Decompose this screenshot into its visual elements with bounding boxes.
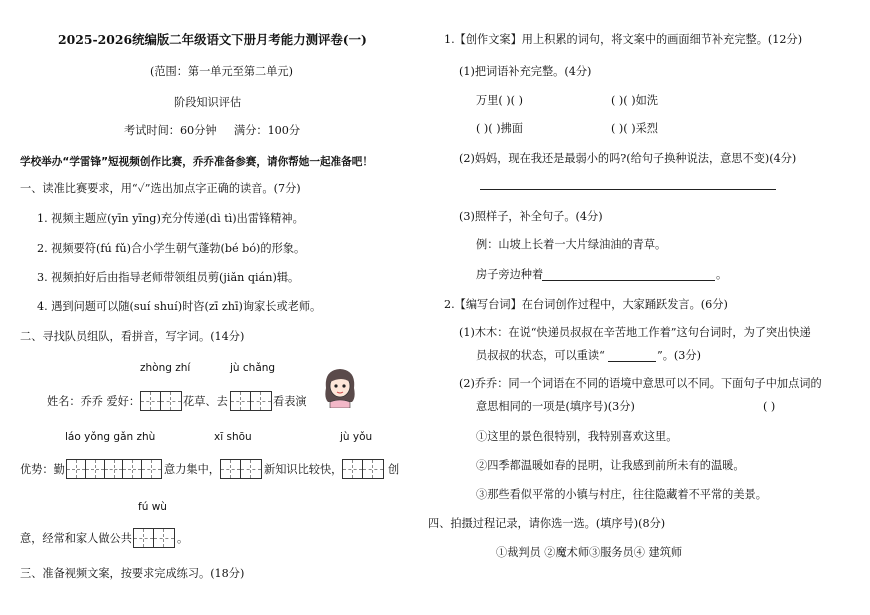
q2-heading: 二、寻找队员组队，看拼音，写字词。(14分) <box>20 330 245 343</box>
char-grid-xishou[interactable] <box>220 459 262 479</box>
exam-scope: (范围：第一单元至第二单元) <box>150 65 293 78</box>
q1-item-3: 3. 视频拍好后由指导老师带领组员剪(jiǎn qián)辑。 <box>37 271 300 284</box>
word-blank-4: ( )( )采烈 <box>611 122 658 135</box>
char-grid-fuwu[interactable] <box>133 528 175 548</box>
s1-part3: (3)照样子，补全句子。(4分) <box>459 210 603 223</box>
exam-subtitle: 阶段知识评估 <box>174 96 242 109</box>
full-score: 满分：100分 <box>234 124 301 137</box>
q1-item-4: 4. 遇到问题可以随(suí shuí)时咨(zī zhī)询家长或老师。 <box>37 300 322 313</box>
s2-part1-line2: 员叔叔的状态，可以重读“ <box>476 349 605 362</box>
q1-item-2: 2. 视频要符(fú fǔ)合小学生朝气蓬勃(bé bó)的形象。 <box>37 242 306 255</box>
q1-heading: 一、读准比赛要求，用“✓”选出加点字正确的读音。(7分) <box>20 182 301 195</box>
pinyin-juchang: jù chǎng <box>230 362 276 374</box>
answer-paren[interactable]: ( ) <box>763 400 776 413</box>
row1-name-hobby: 姓名：乔乔 爱好： <box>47 395 141 408</box>
row3-text-a: 意，经常和家人做公共 <box>20 532 132 545</box>
girl-cartoon-icon <box>318 364 362 408</box>
answer-line-rewrite[interactable] <box>480 189 776 190</box>
row1-text-c: 看表演 <box>273 395 307 408</box>
row2-text-b: 意力集中， <box>164 463 220 476</box>
q4-heading: 四、拍摄过程记录，请你选一选。(填序号)(8分) <box>428 517 666 530</box>
s1-part2: (2)妈妈，现在我还是最弱小的吗?(给句子换种说法，意思不变)(4分) <box>459 152 797 165</box>
q4-options: ①裁判员 ②魔术师③服务员④ 建筑师 <box>496 546 683 559</box>
s2-part2-line2: 意思相同的一项是(填序号)(3分) <box>476 400 635 413</box>
word-blank-2: ( )( )如洗 <box>611 94 658 107</box>
pinyin-zhongzhi: zhòng zhí <box>140 362 191 374</box>
char-grid-zhongzhi[interactable] <box>140 391 182 411</box>
option-2: ②四季都温暖如春的昆明，让我感到前所未有的温暖。 <box>476 459 745 472</box>
row2-text-a: 优势：勤 <box>20 463 65 476</box>
pinyin-xishou: xī shōu <box>214 431 252 443</box>
exam-time: 考试时间：60分钟 <box>124 124 217 137</box>
s2-part1-line2-end: ”。(3分) <box>657 349 701 362</box>
exam-title: 2025-2026统编版二年级语文下册月考能力测评卷(一) <box>58 32 367 47</box>
example-sentence: 例：山坡上长着一大片绿油油的青草。 <box>476 238 667 251</box>
s1-heading: 1.【创作文案】用上积累的词句，将文案中的画面细节补充完整。(12分) <box>444 33 803 46</box>
intro-text: 学校举办“学雷锋”短视频创作比赛，乔乔准备参赛，请你帮她一起准备吧！ <box>20 156 373 168</box>
s2-part1-line1: (1)木木：在说“快递员叔叔在辛苦地工作着”这句台词时，为了突出快递 <box>459 326 811 339</box>
char-grid-juyou[interactable] <box>342 459 384 479</box>
char-grid-juchang[interactable] <box>230 391 272 411</box>
row2-text-d: 创 <box>388 463 400 476</box>
row3-text-b: 。 <box>177 532 189 545</box>
row1-text-b: 花草、去 <box>183 395 228 408</box>
s2-part2-line1: (2)乔乔：同一个词语在不同的语境中意思可以不同。下面句子中加点词的 <box>459 377 822 390</box>
s1-part1: (1)把词语补充完整。(4分) <box>459 65 592 78</box>
s2-heading: 2.【编写台词】在台词创作过程中，大家踊跃发言。(6分) <box>444 298 728 311</box>
pinyin-fuwu: fú wù <box>138 501 167 513</box>
fill-sentence-end: 。 <box>716 268 728 281</box>
answer-line-stress[interactable] <box>608 361 656 362</box>
row2-text-c: 新知识比较快， <box>264 463 343 476</box>
option-1: ①这里的景色很特别，我特别喜欢这里。 <box>476 430 678 443</box>
pinyin-juyou: jù yǒu <box>340 431 373 443</box>
q1-item-1: 1. 视频主题应(yīn yīng)充分传递(dì tì)出雷锋精神。 <box>37 212 304 225</box>
word-blank-3: ( )( )拂面 <box>476 122 523 135</box>
word-blank-1: 万里( )( ) <box>476 94 523 107</box>
option-3: ③那些看似平常的小镇与村庄，往往隐藏着不平常的美景。 <box>476 488 767 501</box>
fill-sentence-start: 房子旁边种着 <box>476 268 544 281</box>
q3-heading: 三、准备视频文案，按要求完成练习。(18分) <box>20 567 245 580</box>
answer-line-fill[interactable] <box>542 280 715 281</box>
pinyin-laoyonggan: láo yǒng gǎn zhù <box>65 431 156 443</box>
char-grid-laoyonggan[interactable] <box>66 459 162 479</box>
